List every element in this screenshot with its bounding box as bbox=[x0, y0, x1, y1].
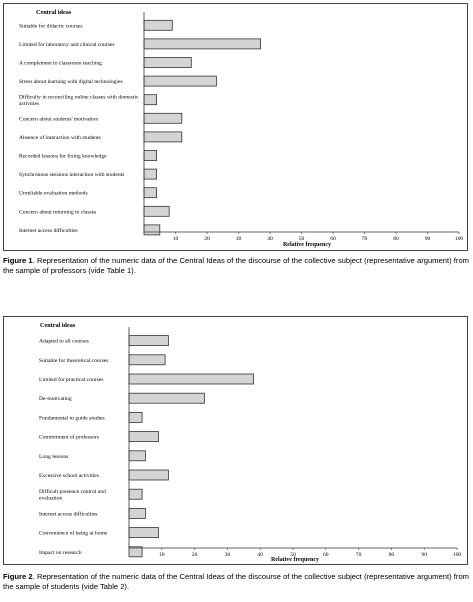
x-tick-label: 40 bbox=[257, 552, 263, 558]
category-label: Concern about students' motivation bbox=[19, 116, 99, 123]
bar bbox=[144, 58, 191, 68]
category-label: Fundamental to guide studies bbox=[39, 415, 105, 422]
x-tick-label: 80 bbox=[388, 552, 395, 558]
x-tick-label: 50 bbox=[290, 552, 296, 558]
category-label: Absence of interaction with students bbox=[19, 134, 101, 141]
bar bbox=[144, 206, 169, 216]
x-tick-label: 50 bbox=[298, 236, 305, 242]
caption-label: Figure 1 bbox=[3, 256, 33, 265]
x-tick-label: 90 bbox=[421, 552, 427, 558]
category-label: Concern about returning to classes bbox=[19, 209, 97, 216]
chart-frame-2 bbox=[3, 316, 468, 565]
category-label: Long lessons bbox=[39, 453, 69, 460]
figure-caption-1 bbox=[3, 256, 469, 276]
x-tick-label: 70 bbox=[355, 552, 362, 558]
caption-text: . Representation of the numeric data of the Central Ideas of the discourse of the collective subject (representative argument) from the sample of professors (vide Table 1). bbox=[3, 256, 469, 275]
x-tick-label: 100 bbox=[452, 552, 462, 558]
bar bbox=[129, 451, 145, 461]
category-label: Commitment of professors bbox=[39, 434, 99, 441]
x-tick-label: 10 bbox=[172, 236, 179, 242]
category-label: Internet access difficulties bbox=[39, 511, 98, 518]
category-labels bbox=[19, 22, 139, 234]
chart-heading: Central ideas bbox=[36, 9, 72, 16]
category-label: Synchronous sessions interaction with students bbox=[19, 172, 125, 179]
x-tick-label: 30 bbox=[224, 552, 231, 558]
category-label: Recorded lessons for fixing knowledge bbox=[19, 153, 107, 160]
bar bbox=[144, 76, 216, 86]
x-tick-label: 40 bbox=[267, 236, 273, 242]
category-label: Limited for practical courses bbox=[39, 377, 104, 383]
figure-caption-2 bbox=[3, 572, 469, 592]
bar bbox=[144, 95, 157, 105]
category-label: Impact on research bbox=[39, 549, 82, 556]
bar bbox=[144, 225, 160, 235]
chart-heading: Central ideas bbox=[40, 322, 76, 329]
category-label: Stress about learning with digital technologies bbox=[19, 79, 123, 86]
chart-frame-1 bbox=[3, 3, 468, 251]
category-label: Suitable for didactic courses bbox=[19, 23, 83, 30]
x-axis-label: Relative frequency bbox=[282, 242, 332, 248]
category-label: Limited for laboratory and clinical courses bbox=[19, 41, 115, 48]
x-tick-label: 100 bbox=[454, 236, 464, 242]
category-label: Excessive school activities bbox=[39, 473, 99, 479]
bar bbox=[129, 336, 168, 346]
bar bbox=[129, 412, 142, 422]
bar-chart-1 bbox=[4, 4, 469, 252]
x-tick-label: 20 bbox=[204, 236, 210, 242]
axes bbox=[129, 327, 457, 548]
category-label: Unreliable evaluation methods bbox=[19, 190, 88, 197]
bar bbox=[129, 489, 142, 499]
bar bbox=[144, 169, 157, 179]
bar bbox=[144, 39, 261, 49]
bar bbox=[144, 151, 157, 161]
bar bbox=[129, 374, 254, 384]
x-tick-label: 60 bbox=[323, 552, 329, 558]
bar-chart-2 bbox=[4, 317, 469, 566]
x-tick-label: 70 bbox=[361, 236, 368, 242]
category-label: Adapted to all courses bbox=[39, 338, 89, 345]
bar bbox=[129, 470, 168, 480]
x-tick-labels bbox=[173, 232, 464, 242]
caption-text: . Representation of the numeric data of the Central Ideas of the discourse of the collective subject (representative argument) from the sample of students (vide Table 2). bbox=[3, 572, 469, 591]
bar bbox=[144, 188, 157, 198]
category-label: Difficult presence control and evaluation bbox=[39, 489, 106, 502]
category-label: Difficulty in reconciling online classes with domestic activities bbox=[19, 94, 139, 107]
category-label: Internet access difficulties bbox=[19, 227, 78, 234]
x-tick-label: 90 bbox=[424, 236, 431, 242]
x-axis-label: Relative frequency bbox=[270, 557, 320, 563]
bar bbox=[129, 432, 159, 442]
x-tick-label: 30 bbox=[235, 236, 242, 242]
bar bbox=[129, 508, 145, 518]
category-label: Suitable for theoretical courses bbox=[39, 357, 109, 364]
bar bbox=[144, 113, 182, 123]
bar bbox=[144, 132, 182, 142]
caption-label: Figure 2 bbox=[3, 572, 33, 581]
category-labels bbox=[39, 339, 108, 556]
category-label: De-motivating bbox=[39, 396, 72, 403]
x-tick-label: 60 bbox=[330, 236, 336, 242]
category-label: Convenience of being at home bbox=[39, 530, 108, 537]
category-label: A complement to classroom teaching bbox=[19, 60, 102, 67]
bar bbox=[144, 20, 172, 30]
bar bbox=[129, 528, 159, 538]
x-tick-label: 20 bbox=[191, 552, 198, 558]
bar bbox=[129, 393, 204, 403]
bars bbox=[144, 20, 261, 235]
x-tick-label: 10 bbox=[159, 552, 165, 558]
bars bbox=[129, 336, 254, 557]
bar bbox=[129, 355, 165, 365]
x-tick-label: 80 bbox=[393, 236, 399, 242]
